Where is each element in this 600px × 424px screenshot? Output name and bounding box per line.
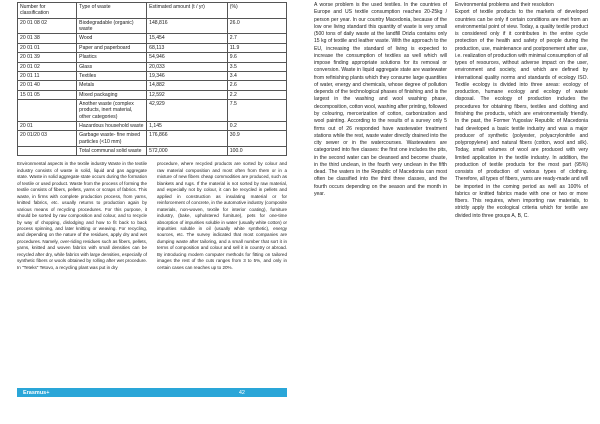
page-footer-bar — [17, 388, 287, 397]
body-paragraph: procedure, where recycled products are sorted by colour and raw material composition and most often from them or in a mixture of new fibers cheap commodities are produced, such as blankets and rugs. If the material is not sorted by raw material, and especially not by colour, it can be recycled in pellets and applied in construction as insulating material or for reinforcement of concrete, in the automotive industry (composite materials, non-woven, textile for interior coating), furniture industry, (bake, upholstered furniture), pets for one-time absorption of impurities soluble in water (usually white cotton) or impurities soluble in oil (usually white synthetic), energy sources, etc. The survey indicated that most companies are dumping waste after tailoring, and a small number that sort it in terms of composition and colour and sell it in country or abroad. By introducing modern computer methods for fitting on tailored images the rest of the cuts ranges from 3 to 5%, and only in certain cases can reaches up to 20%. — [157, 161, 287, 270]
table-cell: 2.7 — [227, 34, 286, 43]
table-row — [18, 90, 287, 99]
text-column — [455, 2, 588, 220]
table-cell: 20 01 39 — [18, 53, 77, 62]
table-cell: 1,145 — [147, 122, 228, 131]
section-heading: Environmental problems and their resolution — [455, 2, 554, 8]
table-cell: Paper and paperboard — [77, 43, 147, 52]
table-cell: 30.9 — [227, 131, 286, 147]
table-cell: 572,000 — [147, 147, 228, 156]
table-cell: Wood — [77, 34, 147, 43]
table-header-cell: Estimated amount (t / yr) — [147, 3, 228, 19]
table-header-cell: (%) — [227, 3, 286, 19]
table-cell: Biodegradable (organic) waste — [77, 18, 147, 34]
text-column — [314, 2, 447, 220]
table-cell: 11.9 — [227, 43, 286, 52]
table-cell: 3.4 — [227, 71, 286, 80]
table-cell: 2.6 — [227, 81, 286, 90]
table-cell: 15,454 — [147, 34, 228, 43]
table-cell: 2.2 — [227, 90, 286, 99]
table-row — [18, 62, 287, 71]
table-row — [18, 122, 287, 131]
left-text-columns — [17, 161, 287, 271]
waste-composition-table — [17, 2, 287, 156]
table-cell — [18, 147, 77, 156]
table-header-row — [18, 3, 287, 19]
table-cell: 20,033 — [147, 62, 228, 71]
body-paragraph: Environmental aspects in the textile industry Waste in the textile industry consists of waste in solid, liquid and gas aggregate state. Waste in solid aggregate state occurs during the formation of textile or used product. Waste from the process of forming the textile consists of fibers, pellets, yarns or scraps of fabrics. This waste, in firms with complete production process, from yarns, knitted fabrics, etc. usually returns to production again by various means of recycling procedures. For this purpose, it should be sorted by raw composition and colour, and to recycle by way of chopping, dislodging and how to fit back to back process spinning, and later knitting or weaving. For recycling, and depending on the nature of the residues, apply dry and wet procedures. Namely, over-riding residues such as fibers, pellets, yarns, knitted and woven fabrics with small densities can be recycled after dry, while fabrics with large densities, especially of synthetic fibers or wools obtained by rolling after wet procedure. In "Teteks" Tetovo, a recycling plant was put in dry — [17, 161, 147, 270]
table-body — [18, 18, 287, 156]
table-cell: 26.0 — [227, 18, 286, 34]
table-row — [18, 131, 287, 147]
table-cell: 20 01 40 — [18, 81, 77, 90]
table-row — [18, 34, 287, 43]
erasmus-brand-label: Erasmus+ — [23, 389, 50, 396]
table-row — [18, 147, 287, 156]
table-cell: Mixed packaging — [77, 90, 147, 99]
table-row — [18, 71, 287, 80]
table-cell: Garbage waste- fine mixed particles (<10 mm) — [77, 131, 147, 147]
table-cell: Metals — [77, 81, 147, 90]
table-cell: 20 01/20 03 — [18, 131, 77, 147]
table-cell: 14,882 — [147, 81, 228, 90]
table-cell: 9.6 — [227, 53, 286, 62]
table-cell: 42,929 — [147, 99, 228, 121]
body-paragraph: Export of textile products to the markets of developed countries can be only if certain conditions are met from an environmental point of view. Today, a quality textile product is considered only if it contributes in the entire cycle protection of the health and safety of people during the production, use, maintenance and postponement after use, i.e. realization of production with minimal consumption of all types of resources, without adverse impact on the user, environment and society, and which are defined by international quality norms and standards of ecology ISO. Textile ecology is divided into three areas: ecology of production, humane ecology and ecology of waste disposal. The ecology of production includes the procedures for obtaining fibers, textiles and clothing and finishing the products, which are environmentally friendly. In the past, the Former Yugoslav Republic of Macedonia had developed a basic textile industry and was a major producer of synthetic (polyester, polyacrylonitrile and polypropylene) and natural fibers (cotton, wool and silk). Today, small volumes of wool are produced with very limited application in the textile industry. In addition, the production of textile products for the most part (95%) consists of production of various types of clothing. Therefore, all types of fibers, yarns are ready-made and will be imported in the coming period as well as 100% of fabrics or knitted fabrics made with one or two or more fibers. This requires, when importing raw materials, to strictly apply the ecological criteria which for textile are divided into three groups A, B, C. — [455, 9, 588, 219]
table-cell: 20 01 11 — [18, 71, 77, 80]
right-page — [300, 0, 600, 424]
table-cell: 19,346 — [147, 71, 228, 80]
table-cell: 20 01 02 — [18, 62, 77, 71]
table-header-cell: Number for classification — [18, 3, 77, 19]
body-paragraph: A worse problem is the used textiles. In the countries of Europe and US textile consumption reaches 20-25kg / person per year. In our country Macedonia, because of the low one living standard this quantity of waste is very small (500 tons of daily waste at the landfill Drizla contains only 15 kg of textile and leather waste. With the approach to the EU, increasing the standard of living is expected to increase the consumption of textiles as well which will impose finding appropriate solutions for its removal or conversion. Waste in liquid aggregate state are wastewater from refinishing plants which they consume large quantities of water, energy and chemicals, whose degree of pollution depends of the technological phases of finishing and is the largest in the washing and wool washing phase, decomposition, cotton wool, washing after printing, followed by colouring, mercerization of cotton, carbonization and wool painting. According to the results of a survey only 5 firms out of 26 responded have wastewater treatment stations while the rest, waste water directly drained into the city sewer or in the watercourses. Wastewaters are categorized into five classes: the first one includes the pits, in the second water can be cleansed and become chaste, in the third unclean, in the fourth very unclean in the fifth dead. The waters in the Republic of Macedonia can most often be classified into the third three classes, and the fourth occurs depending on the season and the month in year. — [314, 2, 447, 197]
table-cell: 20 01 08 02 — [18, 18, 77, 34]
table-cell: Another waste (complex products, inert material, other categories) — [77, 99, 147, 121]
table-row — [18, 18, 287, 34]
table-cell: 0.2 — [227, 122, 286, 131]
table-header-cell: Type of waste — [77, 3, 147, 19]
table-cell: Total communal solid waste — [77, 147, 147, 156]
table-cell: 3.5 — [227, 62, 286, 71]
page-number: 42 — [239, 390, 287, 396]
table-cell: 176,866 — [147, 131, 228, 147]
table-cell: 20 01 — [18, 122, 77, 131]
table-cell: 20 01 38 — [18, 34, 77, 43]
table-cell: 15 01 05 — [18, 90, 77, 99]
table-cell: 20 01 01 — [18, 43, 77, 52]
table-cell: 7.5 — [227, 99, 286, 121]
table-cell: 148,816 — [147, 18, 228, 34]
right-text-columns — [314, 2, 588, 220]
table-cell: Plastics — [77, 53, 147, 62]
table-cell: 68,113 — [147, 43, 228, 52]
table-cell: Hazardous household waste — [77, 122, 147, 131]
table-cell: Glass — [77, 62, 147, 71]
table-cell: Textiles — [77, 71, 147, 80]
table-row — [18, 81, 287, 90]
table-cell: 12,592 — [147, 90, 228, 99]
text-column — [17, 161, 147, 271]
table-cell — [18, 99, 77, 121]
table-row — [18, 43, 287, 52]
table-row — [18, 53, 287, 62]
table-cell: 100.0 — [227, 147, 286, 156]
table-cell: 54,946 — [147, 53, 228, 62]
text-column — [157, 161, 287, 271]
table-row — [18, 99, 287, 121]
